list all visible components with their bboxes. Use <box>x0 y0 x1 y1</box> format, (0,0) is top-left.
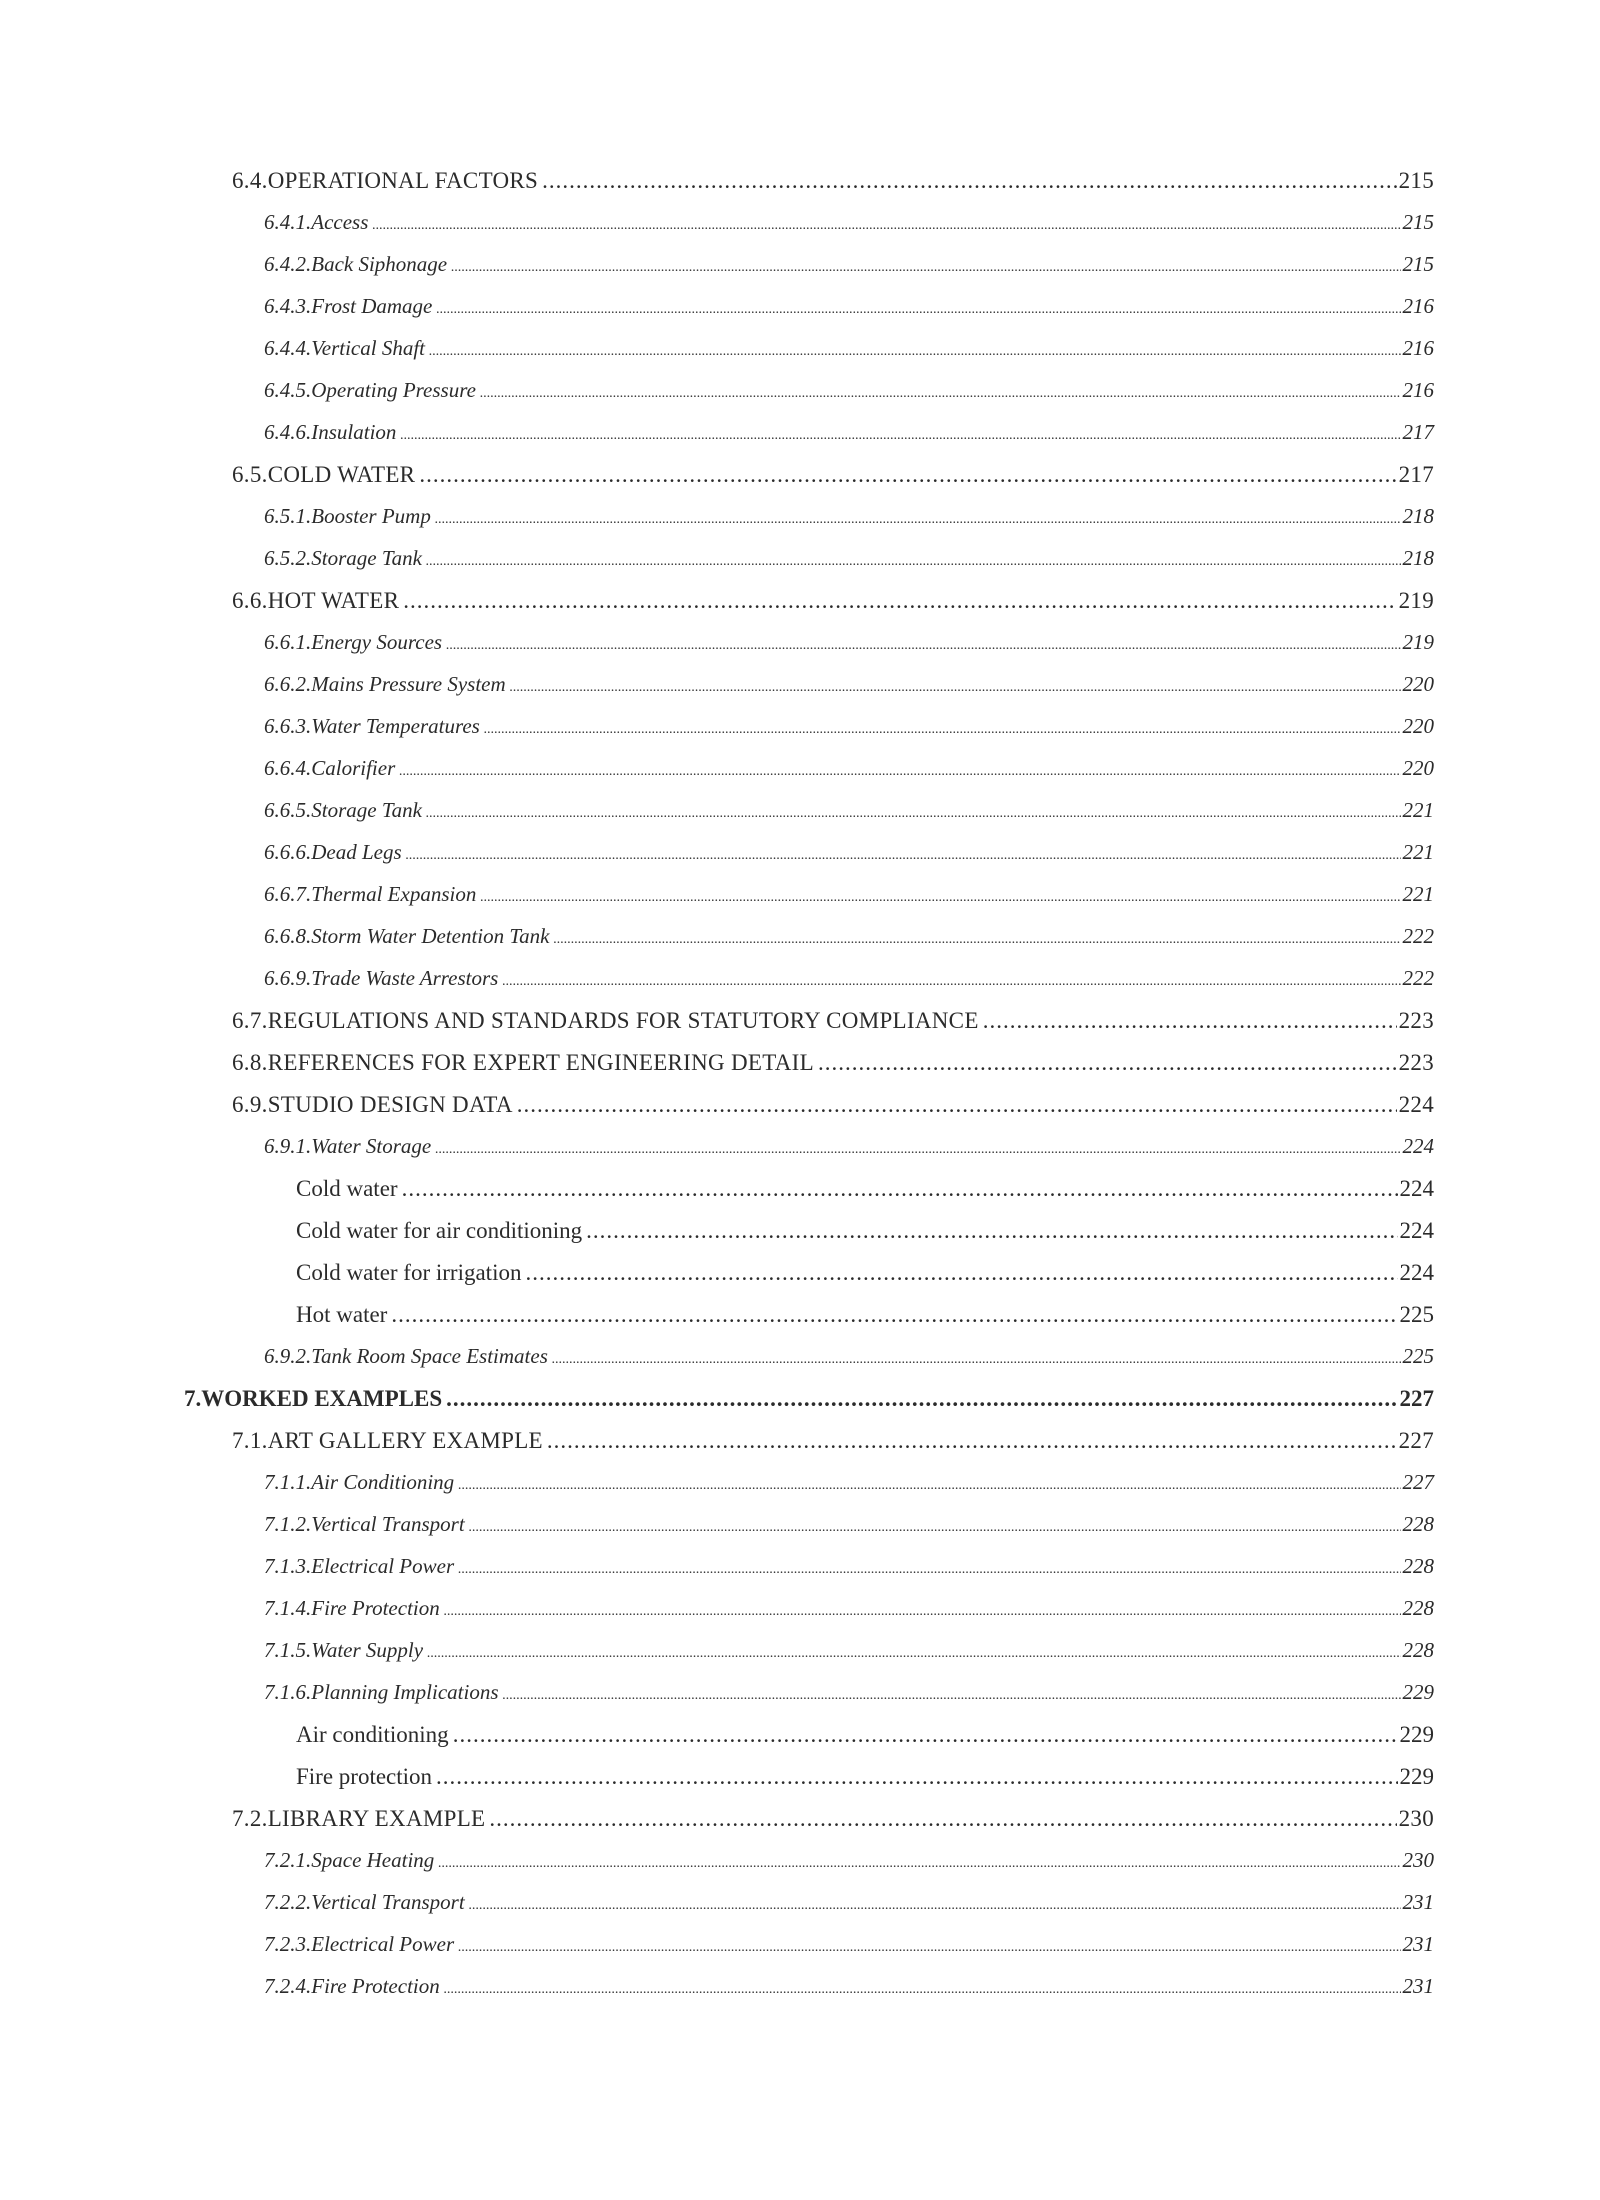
toc-entry-title: Booster Pump <box>311 504 431 528</box>
toc-entry-page-number: 231 <box>1402 1932 1434 1956</box>
toc-entry-title: Access <box>311 210 369 234</box>
toc-entry[interactable] <box>0 1218 1600 1260</box>
toc-entry-title: Fire Protection <box>311 1596 440 1620</box>
toc-entry-page-number: 230 <box>1398 1806 1434 1831</box>
toc-entry-number: 7.2.2. <box>264 1890 312 1914</box>
toc-entry-title: Calorifier <box>311 756 396 780</box>
toc-entry-page-number: 223 <box>1398 1008 1434 1033</box>
dot-leader <box>451 252 1400 277</box>
dot-leader <box>469 1890 1401 1915</box>
toc-entry-title: Storage Tank <box>311 546 422 570</box>
toc-entry[interactable] <box>0 504 1600 546</box>
toc-entry-page-number: 216 <box>1402 336 1434 360</box>
toc-entry[interactable] <box>0 1638 1600 1680</box>
toc-entry-page-number: 228 <box>1402 1638 1434 1662</box>
toc-entry-number: 6.8. <box>232 1050 268 1075</box>
toc-entry-page-number: 221 <box>1402 798 1434 822</box>
dot-leader <box>818 1050 1397 1076</box>
dot-leader <box>406 840 1401 865</box>
toc-entry-page-number: 222 <box>1402 966 1434 990</box>
toc-entry[interactable] <box>0 588 1600 630</box>
toc-entry[interactable] <box>0 1596 1600 1638</box>
toc-entry-title: Water Storage <box>311 1134 432 1158</box>
toc-entry-page-number: 218 <box>1402 504 1434 528</box>
toc-entry-number: 7.1.5. <box>264 1638 312 1662</box>
toc-entry-page-number: 227 <box>1398 1428 1434 1453</box>
toc-entry-page-number: 225 <box>1399 1302 1434 1327</box>
toc-entry-number: 7.2. <box>232 1806 268 1831</box>
toc-entry-number: 6.6.6. <box>264 840 312 864</box>
toc-entry-title: Cold water for irrigation <box>296 1260 522 1285</box>
dot-leader <box>419 462 1396 488</box>
dot-leader <box>399 756 1400 781</box>
toc-entry[interactable] <box>0 714 1600 756</box>
toc-entry-number: 6.4.5. <box>264 378 312 402</box>
toc-entry-title: Water Supply <box>311 1638 424 1662</box>
toc-entry-title: Water Temperatures <box>311 714 480 738</box>
toc-entry-title: Thermal Expansion <box>311 882 477 906</box>
toc-entry-number: 6.4.6. <box>264 420 312 444</box>
toc-entry-number: 6.6.4. <box>264 756 312 780</box>
dot-leader <box>436 1764 1397 1790</box>
toc-entry-number: 6.9. <box>232 1092 268 1117</box>
toc-entry-page-number: 228 <box>1402 1554 1434 1578</box>
dot-leader <box>983 1008 1397 1034</box>
toc-entry-title: Cold water for air conditioning <box>296 1218 583 1243</box>
toc-entry[interactable] <box>0 1050 1600 1092</box>
toc-entry-page-number: 219 <box>1398 588 1434 613</box>
toc-entry[interactable] <box>0 1260 1600 1302</box>
dot-leader <box>453 1722 1398 1748</box>
toc-entry-title: WORKED EXAMPLES <box>201 1386 443 1411</box>
dot-leader <box>435 1134 1400 1159</box>
toc-entry-page-number: 215 <box>1398 168 1434 193</box>
toc-entry[interactable] <box>0 1932 1600 1974</box>
toc-entry[interactable] <box>0 294 1600 336</box>
toc-entry-title: Electrical Power <box>311 1932 455 1956</box>
toc-entry-number: 7. <box>184 1386 202 1411</box>
toc-entry[interactable] <box>0 756 1600 798</box>
toc-entry-title: Hot water <box>296 1302 388 1327</box>
dot-leader <box>502 966 1400 991</box>
toc-entry-title: Dead Legs <box>311 840 402 864</box>
toc-entry-number: 6.6.3. <box>264 714 312 738</box>
dot-leader <box>525 1260 1397 1286</box>
toc-entry-page-number: 229 <box>1399 1764 1434 1789</box>
toc-entry[interactable] <box>0 420 1600 462</box>
toc-entry-title: ART GALLERY EXAMPLE <box>267 1428 543 1453</box>
toc-entry-title: STUDIO DESIGN DATA <box>267 1092 513 1117</box>
dot-leader <box>426 546 1401 571</box>
dot-leader <box>446 630 1400 655</box>
dot-leader <box>552 1344 1401 1369</box>
toc-entry[interactable] <box>0 252 1600 294</box>
toc-entry-number: 7.1.1. <box>264 1470 312 1494</box>
dot-leader <box>436 294 1400 319</box>
toc-entry-page-number: 228 <box>1402 1512 1434 1536</box>
toc-entry-page-number: 231 <box>1402 1974 1434 1998</box>
toc-entry[interactable] <box>0 1428 1600 1470</box>
toc-entry-page-number: 230 <box>1402 1848 1434 1872</box>
toc-entry[interactable] <box>0 924 1600 966</box>
toc-entry[interactable] <box>0 1890 1600 1932</box>
toc-entry-page-number: 215 <box>1402 210 1434 234</box>
toc-entry-number: 7.2.4. <box>264 1974 312 1998</box>
dot-leader <box>446 1386 1397 1412</box>
toc-entry-title: LIBRARY EXAMPLE <box>267 1806 486 1831</box>
dot-leader <box>480 378 1401 403</box>
toc-entry-title: REGULATIONS AND STANDARDS FOR STATUTORY COMPLIANCE <box>267 1008 979 1033</box>
toc-entry-title: Back Siphonage <box>311 252 448 276</box>
toc-entry-title: Storm Water Detention Tank <box>311 924 550 948</box>
dot-leader <box>427 1638 1400 1663</box>
dot-leader <box>553 924 1400 949</box>
toc-entry-title: HOT WATER <box>267 588 400 613</box>
toc-entry[interactable] <box>0 1554 1600 1596</box>
dot-leader <box>426 798 1401 823</box>
toc-entry-title: Operating Pressure <box>311 378 476 402</box>
toc-entry-page-number: 216 <box>1402 378 1434 402</box>
toc-entry[interactable] <box>0 210 1600 252</box>
toc-entry-page-number: 227 <box>1399 1386 1434 1411</box>
toc-entry-title: Fire Protection <box>311 1974 440 1998</box>
dot-leader <box>391 1302 1397 1328</box>
toc-entry-title: Vertical Transport <box>311 1512 465 1536</box>
dot-leader <box>444 1596 1401 1621</box>
toc-entry[interactable] <box>0 462 1600 504</box>
dot-leader <box>403 588 1396 614</box>
toc-entry[interactable] <box>0 168 1600 210</box>
toc-entry-page-number: 229 <box>1402 1680 1434 1704</box>
toc-entry-title: Electrical Power <box>311 1554 455 1578</box>
toc-entry[interactable] <box>0 630 1600 672</box>
toc-entry[interactable] <box>0 1764 1600 1806</box>
toc-entry-title: Cold water <box>296 1176 398 1201</box>
dot-leader <box>429 336 1401 361</box>
toc-entry-number: 7.1.4. <box>264 1596 312 1620</box>
toc-entry-number: 7.1. <box>232 1428 268 1453</box>
toc-entry-page-number: 224 <box>1399 1176 1434 1201</box>
toc-entry[interactable] <box>0 1344 1600 1386</box>
toc-entry-number: 6.4.3. <box>264 294 312 318</box>
toc-entry-number: 6.5.1. <box>264 504 312 528</box>
toc-entry-page-number: 218 <box>1402 546 1434 570</box>
dot-leader <box>489 1806 1396 1832</box>
toc-entry-title: REFERENCES FOR EXPERT ENGINEERING DETAIL <box>267 1050 814 1075</box>
dot-leader <box>480 882 1400 907</box>
dot-leader <box>503 1680 1401 1705</box>
toc-entry[interactable] <box>0 882 1600 924</box>
dot-leader <box>510 672 1401 697</box>
toc-entry-page-number: 229 <box>1399 1722 1434 1747</box>
toc-entry[interactable] <box>0 1386 1600 1428</box>
toc-entry[interactable] <box>0 1134 1600 1176</box>
toc-entry-title: Frost Damage <box>311 294 433 318</box>
toc-entry-number: 6.6. <box>232 588 268 613</box>
dot-leader <box>458 1932 1400 1957</box>
toc-entry-page-number: 220 <box>1402 672 1434 696</box>
dot-leader <box>484 714 1401 739</box>
toc-entry-page-number: 220 <box>1402 714 1434 738</box>
toc-entry[interactable] <box>0 1722 1600 1764</box>
dot-leader <box>372 210 1400 235</box>
toc-entry-page-number: 217 <box>1398 462 1434 487</box>
toc-entry-number: 6.5. <box>232 462 268 487</box>
toc-entry-page-number: 224 <box>1399 1260 1434 1285</box>
toc-entry-number: 6.6.1. <box>264 630 312 654</box>
dot-leader <box>438 1848 1400 1873</box>
toc-entry-number: 6.6.8. <box>264 924 312 948</box>
toc-entry-number: 6.6.7. <box>264 882 312 906</box>
toc-entry[interactable] <box>0 1302 1600 1344</box>
toc-entry[interactable] <box>0 798 1600 840</box>
toc-entry-number: 6.5.2. <box>264 546 312 570</box>
toc-entry[interactable] <box>0 840 1600 882</box>
toc-entry-number: 7.2.1. <box>264 1848 312 1872</box>
toc-entry[interactable] <box>0 1680 1600 1722</box>
toc-entry[interactable] <box>0 672 1600 714</box>
toc-entry-page-number: 224 <box>1398 1092 1434 1117</box>
toc-entry-page-number: 224 <box>1399 1218 1434 1243</box>
toc-entry-number: 6.6.9. <box>264 966 312 990</box>
toc-entry[interactable] <box>0 1512 1600 1554</box>
toc-entry-title: Air conditioning <box>296 1722 449 1747</box>
toc-entry[interactable] <box>0 336 1600 378</box>
toc-entry[interactable] <box>0 1806 1600 1848</box>
toc-entry-number: 7.1.6. <box>264 1680 312 1704</box>
toc-entry-title: Vertical Shaft <box>311 336 425 360</box>
toc-entry-page-number: 220 <box>1402 756 1434 780</box>
toc-entry-page-number: 219 <box>1402 630 1434 654</box>
toc-entry-number: 6.4.4. <box>264 336 312 360</box>
toc-entry-title: COLD WATER <box>267 462 416 487</box>
dot-leader <box>458 1470 1400 1495</box>
toc-entry-number: 7.1.2. <box>264 1512 312 1536</box>
toc-entry-title: Energy Sources <box>311 630 443 654</box>
dot-leader <box>458 1554 1400 1579</box>
toc-entry-page-number: 221 <box>1402 840 1434 864</box>
toc-entry-title: Air Conditioning <box>311 1470 455 1494</box>
dot-leader <box>402 1176 1398 1202</box>
dot-leader <box>542 168 1396 194</box>
dot-leader <box>517 1092 1397 1118</box>
toc-entry[interactable] <box>0 1176 1600 1218</box>
toc-entry-page-number: 217 <box>1402 420 1434 444</box>
toc-entry-page-number: 225 <box>1402 1344 1434 1368</box>
toc-entry[interactable] <box>0 1092 1600 1134</box>
toc-entry[interactable] <box>0 966 1600 1008</box>
toc-entry-number: 6.4.2. <box>264 252 312 276</box>
toc-entry-page-number: 224 <box>1402 1134 1434 1158</box>
toc-entry-title: Planning Implications <box>311 1680 499 1704</box>
toc-entry-title: Vertical Transport <box>311 1890 465 1914</box>
toc-entry-number: 6.4. <box>232 168 268 193</box>
toc-entry[interactable] <box>0 1974 1600 2016</box>
toc-entry[interactable] <box>0 378 1600 420</box>
dot-leader <box>435 504 1401 529</box>
toc-entry-title: Space Heating <box>311 1848 435 1872</box>
toc-entry-title: OPERATIONAL FACTORS <box>267 168 539 193</box>
toc-entry-title: Tank Room Space Estimates <box>311 1344 548 1368</box>
table-of-contents <box>0 168 1600 2016</box>
toc-entry-page-number: 216 <box>1402 294 1434 318</box>
toc-entry-page-number: 221 <box>1402 882 1434 906</box>
dot-leader <box>586 1218 1397 1244</box>
dot-leader <box>469 1512 1401 1537</box>
toc-entry-number: 6.9.2. <box>264 1344 312 1368</box>
toc-entry-page-number: 215 <box>1402 252 1434 276</box>
toc-entry[interactable] <box>0 1008 1600 1050</box>
toc-entry-number: 6.9.1. <box>264 1134 312 1158</box>
toc-entry-page-number: 227 <box>1402 1470 1434 1494</box>
toc-entry-title: Trade Waste Arrestors <box>311 966 499 990</box>
toc-entry-number: 7.1.3. <box>264 1554 312 1578</box>
dot-leader <box>547 1428 1397 1454</box>
toc-entry[interactable] <box>0 546 1600 588</box>
toc-entry-number: 6.6.5. <box>264 798 312 822</box>
toc-entry-page-number: 228 <box>1402 1596 1434 1620</box>
toc-entry-number: 6.6.2. <box>264 672 312 696</box>
dot-leader <box>400 420 1400 445</box>
toc-entry-number: 6.4.1. <box>264 210 312 234</box>
toc-entry-page-number: 223 <box>1398 1050 1434 1075</box>
toc-entry-page-number: 222 <box>1402 924 1434 948</box>
toc-entry[interactable] <box>0 1470 1600 1512</box>
toc-entry-title: Insulation <box>311 420 397 444</box>
toc-entry-title: Fire protection <box>296 1764 433 1789</box>
toc-entry-page-number: 231 <box>1402 1890 1434 1914</box>
toc-entry-number: 7.2.3. <box>264 1932 312 1956</box>
toc-entry[interactable] <box>0 1848 1600 1890</box>
toc-entry-number: 6.7. <box>232 1008 268 1033</box>
dot-leader <box>444 1974 1401 1999</box>
toc-entry-title: Storage Tank <box>311 798 422 822</box>
toc-entry-title: Mains Pressure System <box>311 672 506 696</box>
